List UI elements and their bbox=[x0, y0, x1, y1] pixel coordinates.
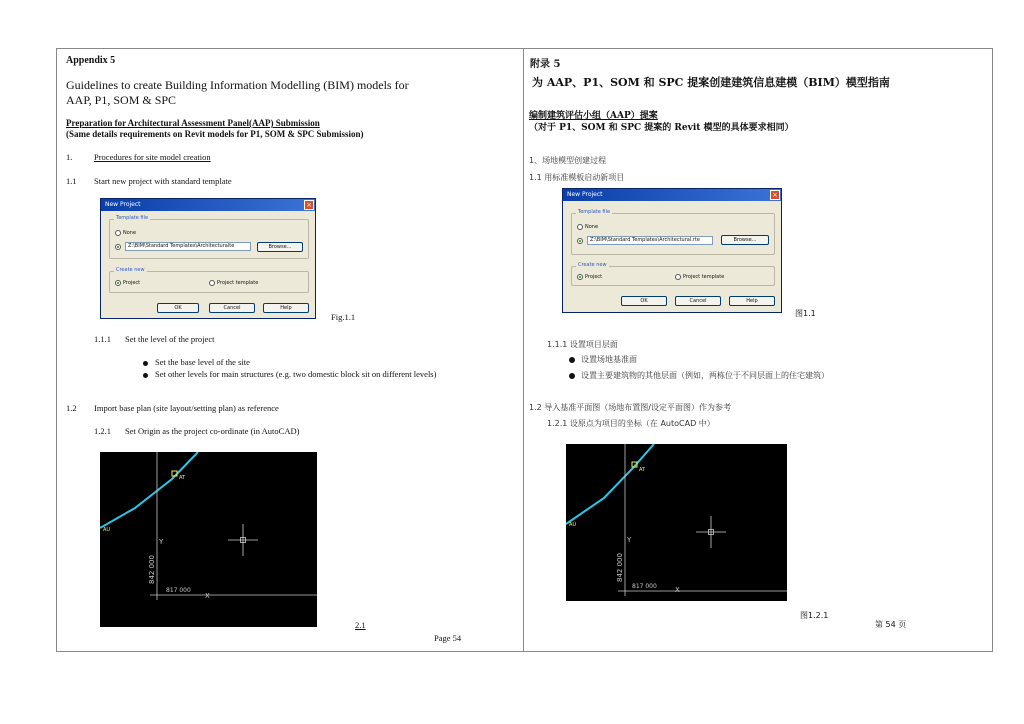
bullet-icon bbox=[569, 373, 575, 379]
template-path-radio[interactable] bbox=[115, 244, 123, 250]
site-boundary-line bbox=[100, 452, 198, 528]
radio-icon bbox=[209, 280, 215, 286]
bullet-item bbox=[143, 369, 463, 380]
radio-icon bbox=[675, 274, 681, 280]
prep-subheading-cn: （对于 P1、SOM 和 SPC 提案的 Revit 模型的具体要求相同） bbox=[529, 123, 794, 133]
vertical-coordinate: 842 000 bbox=[148, 555, 156, 584]
new-project-dialog bbox=[562, 188, 782, 313]
bullet-item-cn bbox=[569, 354, 637, 365]
template-path-radio[interactable] bbox=[577, 238, 585, 244]
section-1-1-1-title: Set the level of the project bbox=[125, 334, 215, 344]
ucs-y-label: Y bbox=[627, 536, 632, 544]
browse-button[interactable]: Browse... bbox=[721, 235, 769, 245]
cancel-button[interactable]: Cancel bbox=[675, 296, 721, 306]
template-path-field[interactable]: Z:\BIM\Standard Templates\Architectural.rte bbox=[587, 236, 713, 245]
section-1-cn: 1、场地模型创建过程 bbox=[529, 156, 607, 165]
page-number: Page 54 bbox=[434, 633, 462, 643]
autocad-screenshot bbox=[566, 444, 787, 601]
close-icon[interactable]: × bbox=[304, 200, 314, 210]
figure-caption-1-2-1-cn: 图1.2.1 bbox=[800, 611, 829, 620]
template-file-group bbox=[571, 209, 775, 255]
section-1-1-number: 1.1 bbox=[66, 176, 77, 186]
bullet-item-cn bbox=[569, 370, 829, 381]
doc-title-line2: AAP, P1, SOM & SPC bbox=[66, 93, 177, 107]
bullet-text: Set the base level of the site bbox=[155, 357, 250, 367]
radio-icon bbox=[577, 224, 583, 230]
new-project-dialog bbox=[100, 198, 316, 319]
appendix-heading: Appendix 5 bbox=[66, 55, 116, 66]
template-file-label: Template file bbox=[578, 209, 611, 215]
project-template-radio[interactable] bbox=[209, 280, 258, 286]
browse-button[interactable]: Browse... bbox=[257, 242, 303, 252]
section-1-2-1-title: Set Origin as the project co-ordinate (in AutoCAD) bbox=[125, 426, 300, 436]
help-button[interactable]: Help bbox=[729, 296, 775, 306]
template-file-label: Template file bbox=[116, 215, 149, 221]
bullet-icon bbox=[569, 357, 575, 363]
doc-title-cn: 为 AAP、P1、SOM 和 SPC 提案创建建筑信息建模（BIM）模型指南 bbox=[532, 76, 890, 89]
dialog-titlebar bbox=[563, 189, 781, 201]
figure-caption-1-1-cn: 图1.1 bbox=[795, 309, 816, 318]
project-radio[interactable] bbox=[115, 280, 140, 286]
radio-selected-icon bbox=[115, 244, 121, 250]
ok-button[interactable]: OK bbox=[621, 296, 667, 306]
section-1-title: Procedures for site model creation bbox=[94, 152, 211, 162]
none-label: None bbox=[585, 224, 599, 230]
section-1-1-cn: 1.1 用标准模板启动新项目 bbox=[529, 173, 625, 182]
radio-selected-icon bbox=[115, 280, 121, 286]
bullet-item bbox=[143, 357, 250, 367]
template-path-field[interactable]: Z:\BIM\Standard Templates\Architecturalte bbox=[125, 242, 251, 251]
section-1-2-cn: 1.2 导入基准平面图（场地布置图/设定平面图）作为参考 bbox=[529, 403, 731, 412]
column-divider bbox=[523, 48, 524, 652]
bullet-text: 设置主要建筑物的其他层面（例如，两栋位于不同层面上的住宅建筑） bbox=[581, 371, 829, 380]
bullet-text: Set other levels for main structures (e.g. two domestic block sit on different levels) bbox=[155, 369, 437, 379]
dialog-title: New Project bbox=[567, 191, 603, 198]
section-1-1-1-cn: 1.1.1 设置项目层面 bbox=[547, 340, 618, 349]
radio-selected-icon bbox=[577, 238, 583, 244]
point-label-at: AT bbox=[179, 475, 186, 481]
cancel-button[interactable]: Cancel bbox=[209, 303, 255, 313]
figure-caption-1-1: Fig.1.1 bbox=[331, 312, 356, 322]
dialog-title: New Project bbox=[105, 201, 141, 208]
point-label-at: AT bbox=[639, 467, 646, 473]
project-label: Project bbox=[123, 280, 141, 286]
point-label-au: AU bbox=[569, 522, 577, 528]
vertical-coordinate: 842 000 bbox=[616, 553, 624, 582]
none-radio[interactable] bbox=[115, 230, 136, 236]
none-label: None bbox=[123, 230, 137, 236]
project-label: Project bbox=[585, 274, 603, 280]
prep-heading-cn: 编制建筑评估小组（AAP）提案 bbox=[529, 111, 658, 121]
point-label-au: AU bbox=[103, 527, 111, 533]
radio-selected-icon bbox=[577, 274, 583, 280]
prep-heading: Preparation for Architectural Assessment Panel(AAP) Submission bbox=[66, 118, 320, 128]
ucs-x-label: X bbox=[675, 586, 680, 594]
template-file-group bbox=[109, 215, 309, 259]
radio-icon bbox=[115, 230, 121, 236]
bullet-icon bbox=[143, 373, 148, 378]
section-1-2-1-number: 1.2.1 bbox=[94, 426, 111, 436]
appendix-heading-cn: 附录 5 bbox=[530, 59, 561, 70]
section-1-1-title: Start new project with standard template bbox=[94, 176, 232, 186]
ok-button[interactable]: OK bbox=[157, 303, 199, 313]
section-1-2-number: 1.2 bbox=[66, 403, 77, 413]
prep-subheading: (Same details requirements on Revit models for P1, SOM & SPC Submission) bbox=[66, 129, 364, 139]
none-radio[interactable] bbox=[577, 224, 598, 230]
create-new-label: Create new bbox=[578, 262, 607, 268]
site-boundary-line bbox=[566, 444, 654, 524]
page-number-cn: 第 54 页 bbox=[875, 620, 907, 629]
bullet-icon bbox=[143, 361, 148, 366]
figure-caption-2-1: 2.1 bbox=[355, 620, 366, 630]
project-radio[interactable] bbox=[577, 274, 602, 280]
horizontal-coordinate: 817 000 bbox=[632, 583, 657, 590]
dialog-titlebar bbox=[101, 199, 315, 211]
ucs-x-label: X bbox=[205, 592, 210, 600]
bullet-text: 设置场地基准面 bbox=[581, 355, 637, 364]
create-new-label: Create new bbox=[116, 267, 145, 273]
project-template-radio[interactable] bbox=[675, 274, 724, 280]
section-1-1-1-number: 1.1.1 bbox=[94, 334, 111, 344]
section-1-2-1-cn: 1.2.1 设原点为项目的坐标（在 AutoCAD 中） bbox=[547, 419, 715, 428]
project-template-label: Project template bbox=[217, 280, 259, 286]
help-button[interactable]: Help bbox=[263, 303, 309, 313]
project-template-label: Project template bbox=[683, 274, 725, 280]
close-icon[interactable]: × bbox=[770, 190, 780, 200]
doc-title-line1: Guidelines to create Building Information Modelling (BIM) models for bbox=[66, 78, 409, 92]
autocad-screenshot bbox=[100, 452, 317, 627]
section-1-number: 1. bbox=[66, 152, 73, 162]
ucs-y-label: Y bbox=[159, 538, 164, 546]
horizontal-coordinate: 817 000 bbox=[166, 587, 191, 594]
section-1-2-title: Import base plan (site layout/setting plan) as reference bbox=[94, 403, 279, 413]
